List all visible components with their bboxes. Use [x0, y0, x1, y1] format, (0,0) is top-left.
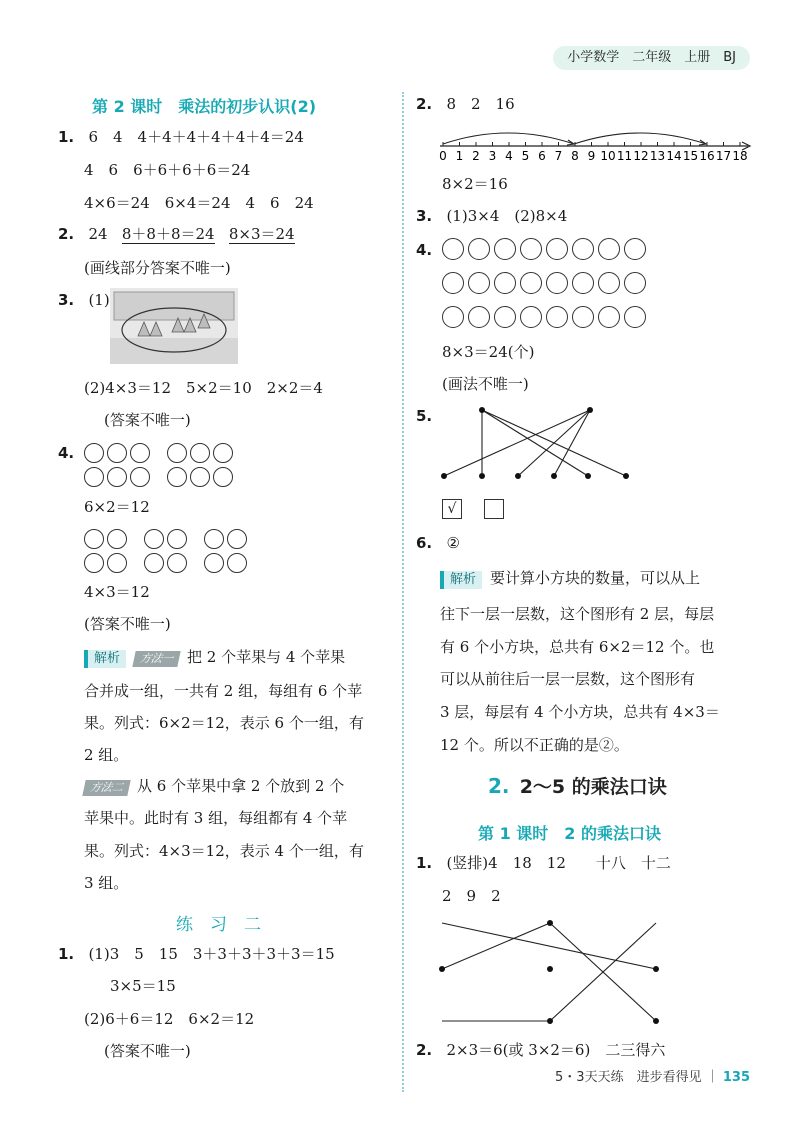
column-divider: [402, 92, 404, 1092]
tick-label: 14: [666, 149, 682, 163]
tick-label: 18: [732, 149, 748, 163]
m2-line1: [84, 776, 344, 796]
apples-plate-illustration: [110, 288, 238, 364]
r-q5-label: [416, 406, 432, 426]
r-q3-text: (1)3×4 (2)8×4: [446, 207, 568, 225]
p1-line3: (2)6＋6＝12 6×2＝12: [84, 1010, 255, 1028]
tick-label: 17: [715, 149, 732, 163]
r1-line1: [416, 853, 671, 873]
footer: [555, 1066, 750, 1085]
r2-line1: [416, 1040, 665, 1060]
r-q4-note: (画法不唯一): [442, 375, 529, 393]
r-q6-analysis-l1: [440, 568, 700, 589]
m2-line2: 苹果中。此时有 3 组，每组都有 4 个苹: [84, 809, 348, 827]
p1-note: (答案不唯一): [104, 1042, 191, 1060]
header-badge: 小学数学 二年级 上册 BJ: [553, 46, 750, 70]
q2-a: 24: [88, 225, 108, 243]
method1-tag: 方法一: [132, 651, 180, 667]
q2-line: [58, 224, 295, 244]
r-q6-answer: ②: [446, 534, 460, 552]
m1-line2: 合并成一组，一共有 2 组，每组有 6 个苹: [84, 682, 363, 700]
q4-eq2: 4×3＝12: [84, 583, 150, 601]
tick-label: 4: [505, 149, 513, 163]
r-q5-number: 5.: [416, 407, 433, 425]
tick-label: 0: [439, 149, 447, 163]
method2-tag: 方法二: [82, 780, 130, 796]
q4-eq1: 6×2＝12: [84, 498, 150, 516]
r-q2-text: 8 2 16: [446, 95, 515, 113]
page-number: 135: [722, 1070, 750, 1085]
tick-label: 10: [600, 149, 616, 163]
r-q6-l3: 有 6 个小方块，总共有 6×2＝12 个。也: [440, 638, 715, 656]
practice-title: 练 习 二: [176, 915, 261, 935]
tick-label: 2: [472, 149, 480, 163]
tick-label: 5: [521, 149, 530, 163]
tick-label: 13: [649, 149, 666, 163]
r1-number: 1.: [416, 854, 433, 872]
analysis-line1: [84, 647, 345, 668]
r1-line2: 2 9 2: [442, 887, 501, 905]
matching-diagram-q5: [436, 400, 646, 486]
m1-line3: 果。列式：6×2＝12，表示 6 个一组，有: [84, 714, 364, 732]
q4-number: 4.: [58, 444, 75, 462]
r-q6-l6: 12 个。所以不正确的是②。: [440, 736, 629, 754]
r2-text1: 2×3＝6(或 3×2＝6) 二三得六: [446, 1041, 666, 1059]
footer-slogan: 5・3天天练 进步看得见 ｜: [555, 1070, 719, 1085]
r1-text1: (竖排)4 18 12 十八 十二: [446, 854, 671, 872]
m2-text1: 从 6 个苹果中拿 2 个放到 2 个: [137, 777, 345, 795]
tick-label: 15: [682, 149, 699, 163]
r-q6-line: [416, 533, 460, 553]
analysis-tag: 解析: [84, 650, 126, 668]
r-q4-eq: 8×3＝24(个): [442, 343, 535, 361]
r-q6-text1: 要计算小方块的数量，可以从上: [490, 569, 701, 587]
r-q4-circles: [442, 238, 650, 328]
tick-label: 1: [455, 149, 464, 163]
r-q3-number: 3.: [416, 207, 433, 225]
checkbox-empty: [484, 499, 504, 519]
q2-b: 8＋8＋8＝24: [121, 225, 215, 243]
m2-line3: 果。列式：4×3＝12，表示 4 个一组，有: [84, 842, 364, 860]
r-q3-line: [416, 206, 567, 226]
section-title: 2～5 的乘法口诀: [519, 776, 667, 798]
q3-line2: (2)4×3＝12 5×2＝10 2×2＝4: [84, 379, 323, 397]
r-q4-number: 4.: [416, 241, 433, 259]
q4-circles-b: [84, 528, 250, 573]
section-heading: [488, 772, 667, 799]
q1-text1: 6 4 4＋4＋4＋4＋4＋4＝24: [88, 128, 304, 146]
r-q2-eq: 8×2＝16: [442, 175, 508, 193]
q1-number: 1.: [58, 128, 75, 146]
tick-label: 6: [538, 149, 546, 163]
q4-note: (答案不唯一): [84, 615, 171, 633]
q3-number: 3.: [58, 291, 75, 309]
q1-line3: 4×6＝24 6×4＝24 4 6 24: [84, 194, 314, 212]
r-q6-number: 6.: [416, 534, 433, 552]
q4-label: [58, 443, 74, 463]
r-q6-l4: 可以从前往后一层一层数，这个图形有: [440, 670, 696, 688]
number-line: [436, 120, 752, 166]
m2-line4: 3 组。: [84, 874, 129, 892]
q4-circles-a: [84, 442, 236, 487]
tick-label: 7: [554, 149, 563, 163]
q3-note: (答案不唯一): [104, 411, 191, 429]
m1-line4: 2 组。: [84, 746, 129, 764]
lesson-title: 第 2 课时 乘法的初步认识(2): [92, 97, 317, 116]
p1-line2: 3×5＝15: [110, 977, 176, 995]
r-q6-analysis-tag: 解析: [440, 571, 482, 589]
m1-text1: 把 2 个苹果与 4 个苹果: [187, 648, 346, 666]
p1-text1: (1)3 5 15 3＋3＋3＋3＋3＝15: [88, 945, 335, 963]
q1-line2: 4 6 6＋6＋6＋6＝24: [84, 161, 251, 179]
r-q2-line1: [416, 94, 515, 114]
section-number: 2.: [488, 774, 510, 798]
q1-line1: [58, 127, 304, 147]
q3-line1: [58, 290, 110, 310]
tick-label: 9: [587, 149, 596, 163]
tick-label: 12: [633, 149, 649, 163]
checkbox-checked: √: [442, 499, 462, 519]
r-q6-l5: 3 层，每层有 4 个小方块，总共有 4×3＝: [440, 703, 720, 721]
r2-number: 2.: [416, 1041, 433, 1059]
q2-number: 2.: [58, 225, 75, 243]
tick-label: 16: [699, 149, 715, 163]
tick-label: 8: [571, 149, 579, 163]
q2-c: 8×3＝24: [228, 225, 295, 243]
r-q4-label: [416, 240, 432, 260]
r-lesson-title: 第 1 课时 2 的乘法口诀: [478, 824, 661, 843]
r-q6-l2: 往下一层一层数，这个图形有 2 层，每层: [440, 605, 715, 623]
r-q5-boxes: [442, 498, 526, 519]
q2-note: (画线部分答案不唯一): [84, 259, 231, 277]
r-q2-number: 2.: [416, 95, 433, 113]
tick-label: 3: [488, 149, 497, 163]
tick-label: 11: [616, 149, 633, 163]
matching-diagram-r1: [436, 915, 666, 1031]
p1-line1: [58, 944, 335, 964]
q3-part1: (1): [88, 291, 110, 309]
p1-number: 1.: [58, 945, 75, 963]
